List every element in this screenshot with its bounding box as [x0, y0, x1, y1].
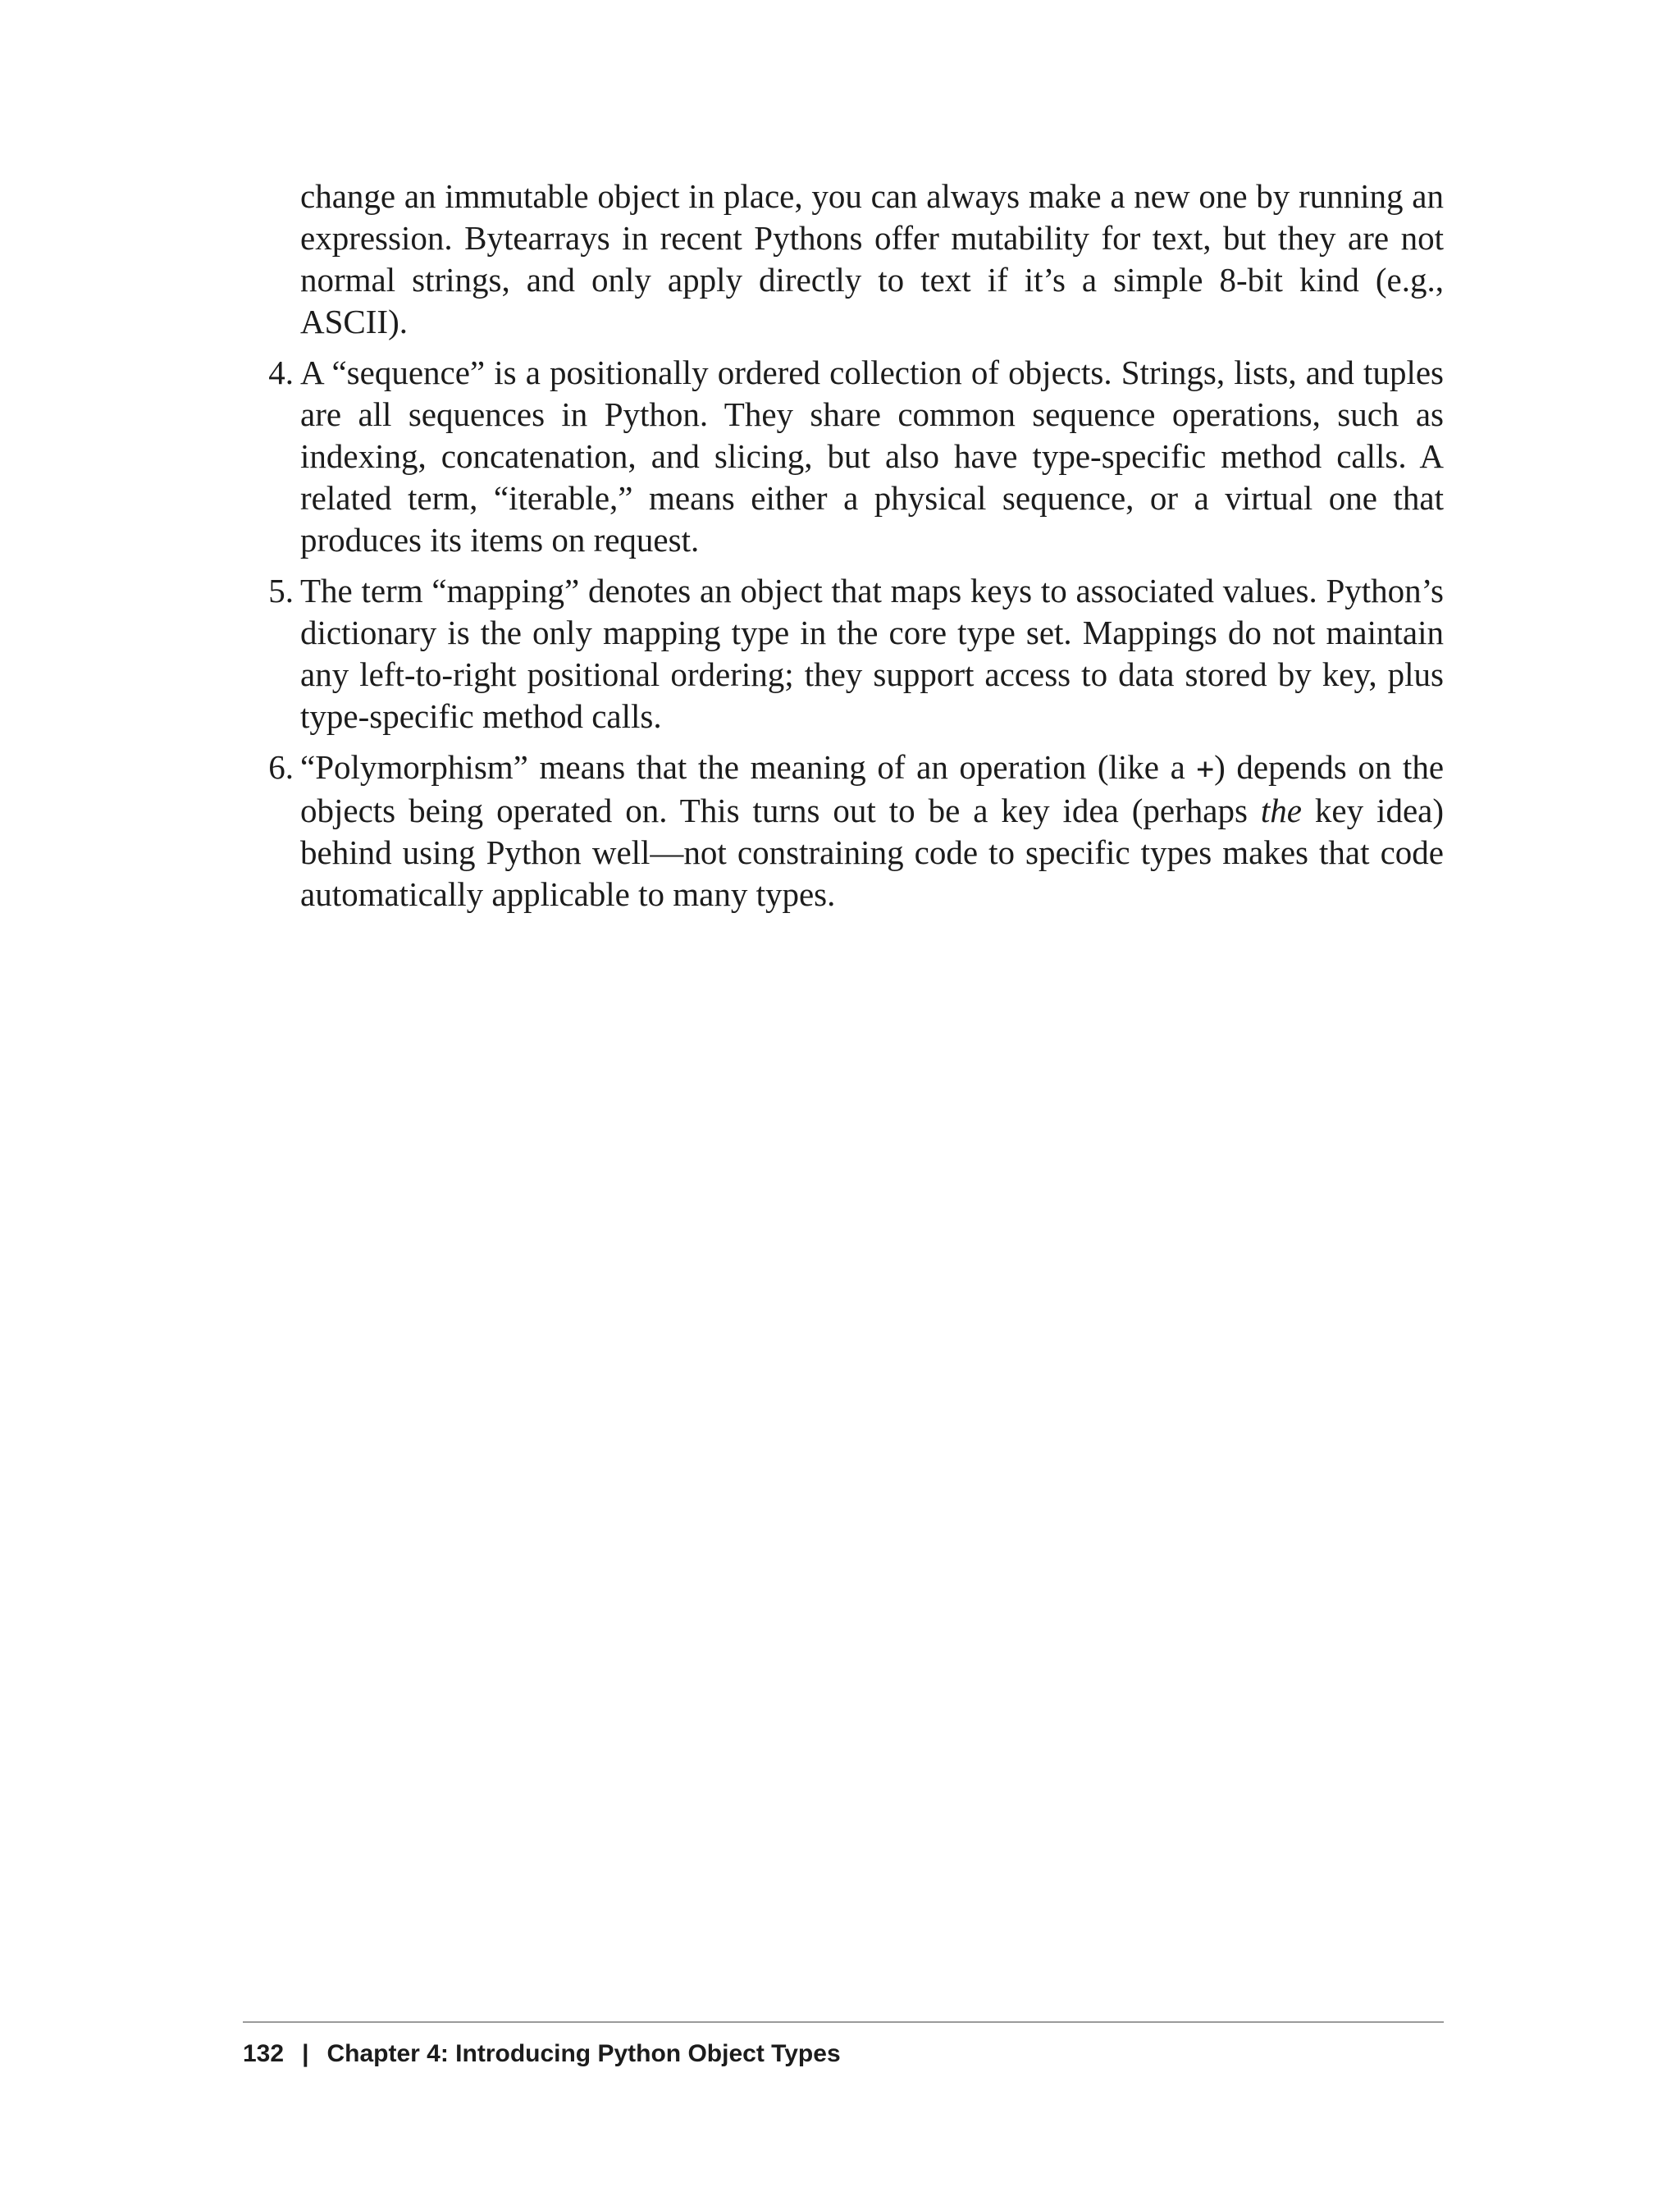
emphasis-text: the — [1260, 792, 1302, 829]
list-item — [243, 746, 1444, 915]
page-number: 132 — [243, 2040, 285, 2067]
chapter-title: Chapter 4: Introducing Python Object Types — [326, 2040, 841, 2067]
answer-list — [243, 352, 1444, 915]
inline-code: + — [1196, 752, 1215, 786]
list-item-text: key idea) behind using Python well—not constraining code to specific types makes that code automatically applicable to many types. — [300, 792, 1444, 913]
page-footer — [243, 2038, 841, 2070]
list-item — [243, 352, 1444, 561]
body-text — [243, 176, 1444, 915]
footer-rule — [243, 2021, 1444, 2023]
continuation-paragraph: change an immutable object in place, you can always make a new one by running an expression. Bytearrays in recent Pythons offer mutability for text, but they are not normal strings, and only apply directly to text if it’s a simple 8-bit kind (e.g., ASCII). — [300, 177, 1444, 340]
list-item-number: 5. — [268, 572, 294, 609]
list-item-text: A “sequence” is a positionally ordered collection of objects. Strings, lists, and tuples are all sequences in Python. They share common sequence operations, such as indexing, concatenation, and slicing, but also have type-specific method calls. A related term, “iterable,” means either a physical sequence, or a virtual one that produces its items on request. — [300, 354, 1444, 559]
list-item-number: 6. — [268, 748, 294, 786]
list-item-text: “Polymorphism” means that the meaning of an operation (like a — [300, 748, 1197, 786]
list-item-number: 4. — [268, 354, 294, 391]
list-item — [243, 570, 1444, 737]
footer-separator: | — [302, 2040, 309, 2067]
list-item-text: ) depends on the objects being operated on. This turns out to be a key idea (perhaps — [300, 748, 1445, 829]
list-item-text: The term “mapping” denotes an object that maps keys to associated values. Python’s dictionary is the only mapping type in the core type set. Mappings do not maintain any left-to-right positional ordering; they support access to data stored by key, plus type-specific method calls. — [300, 572, 1444, 735]
